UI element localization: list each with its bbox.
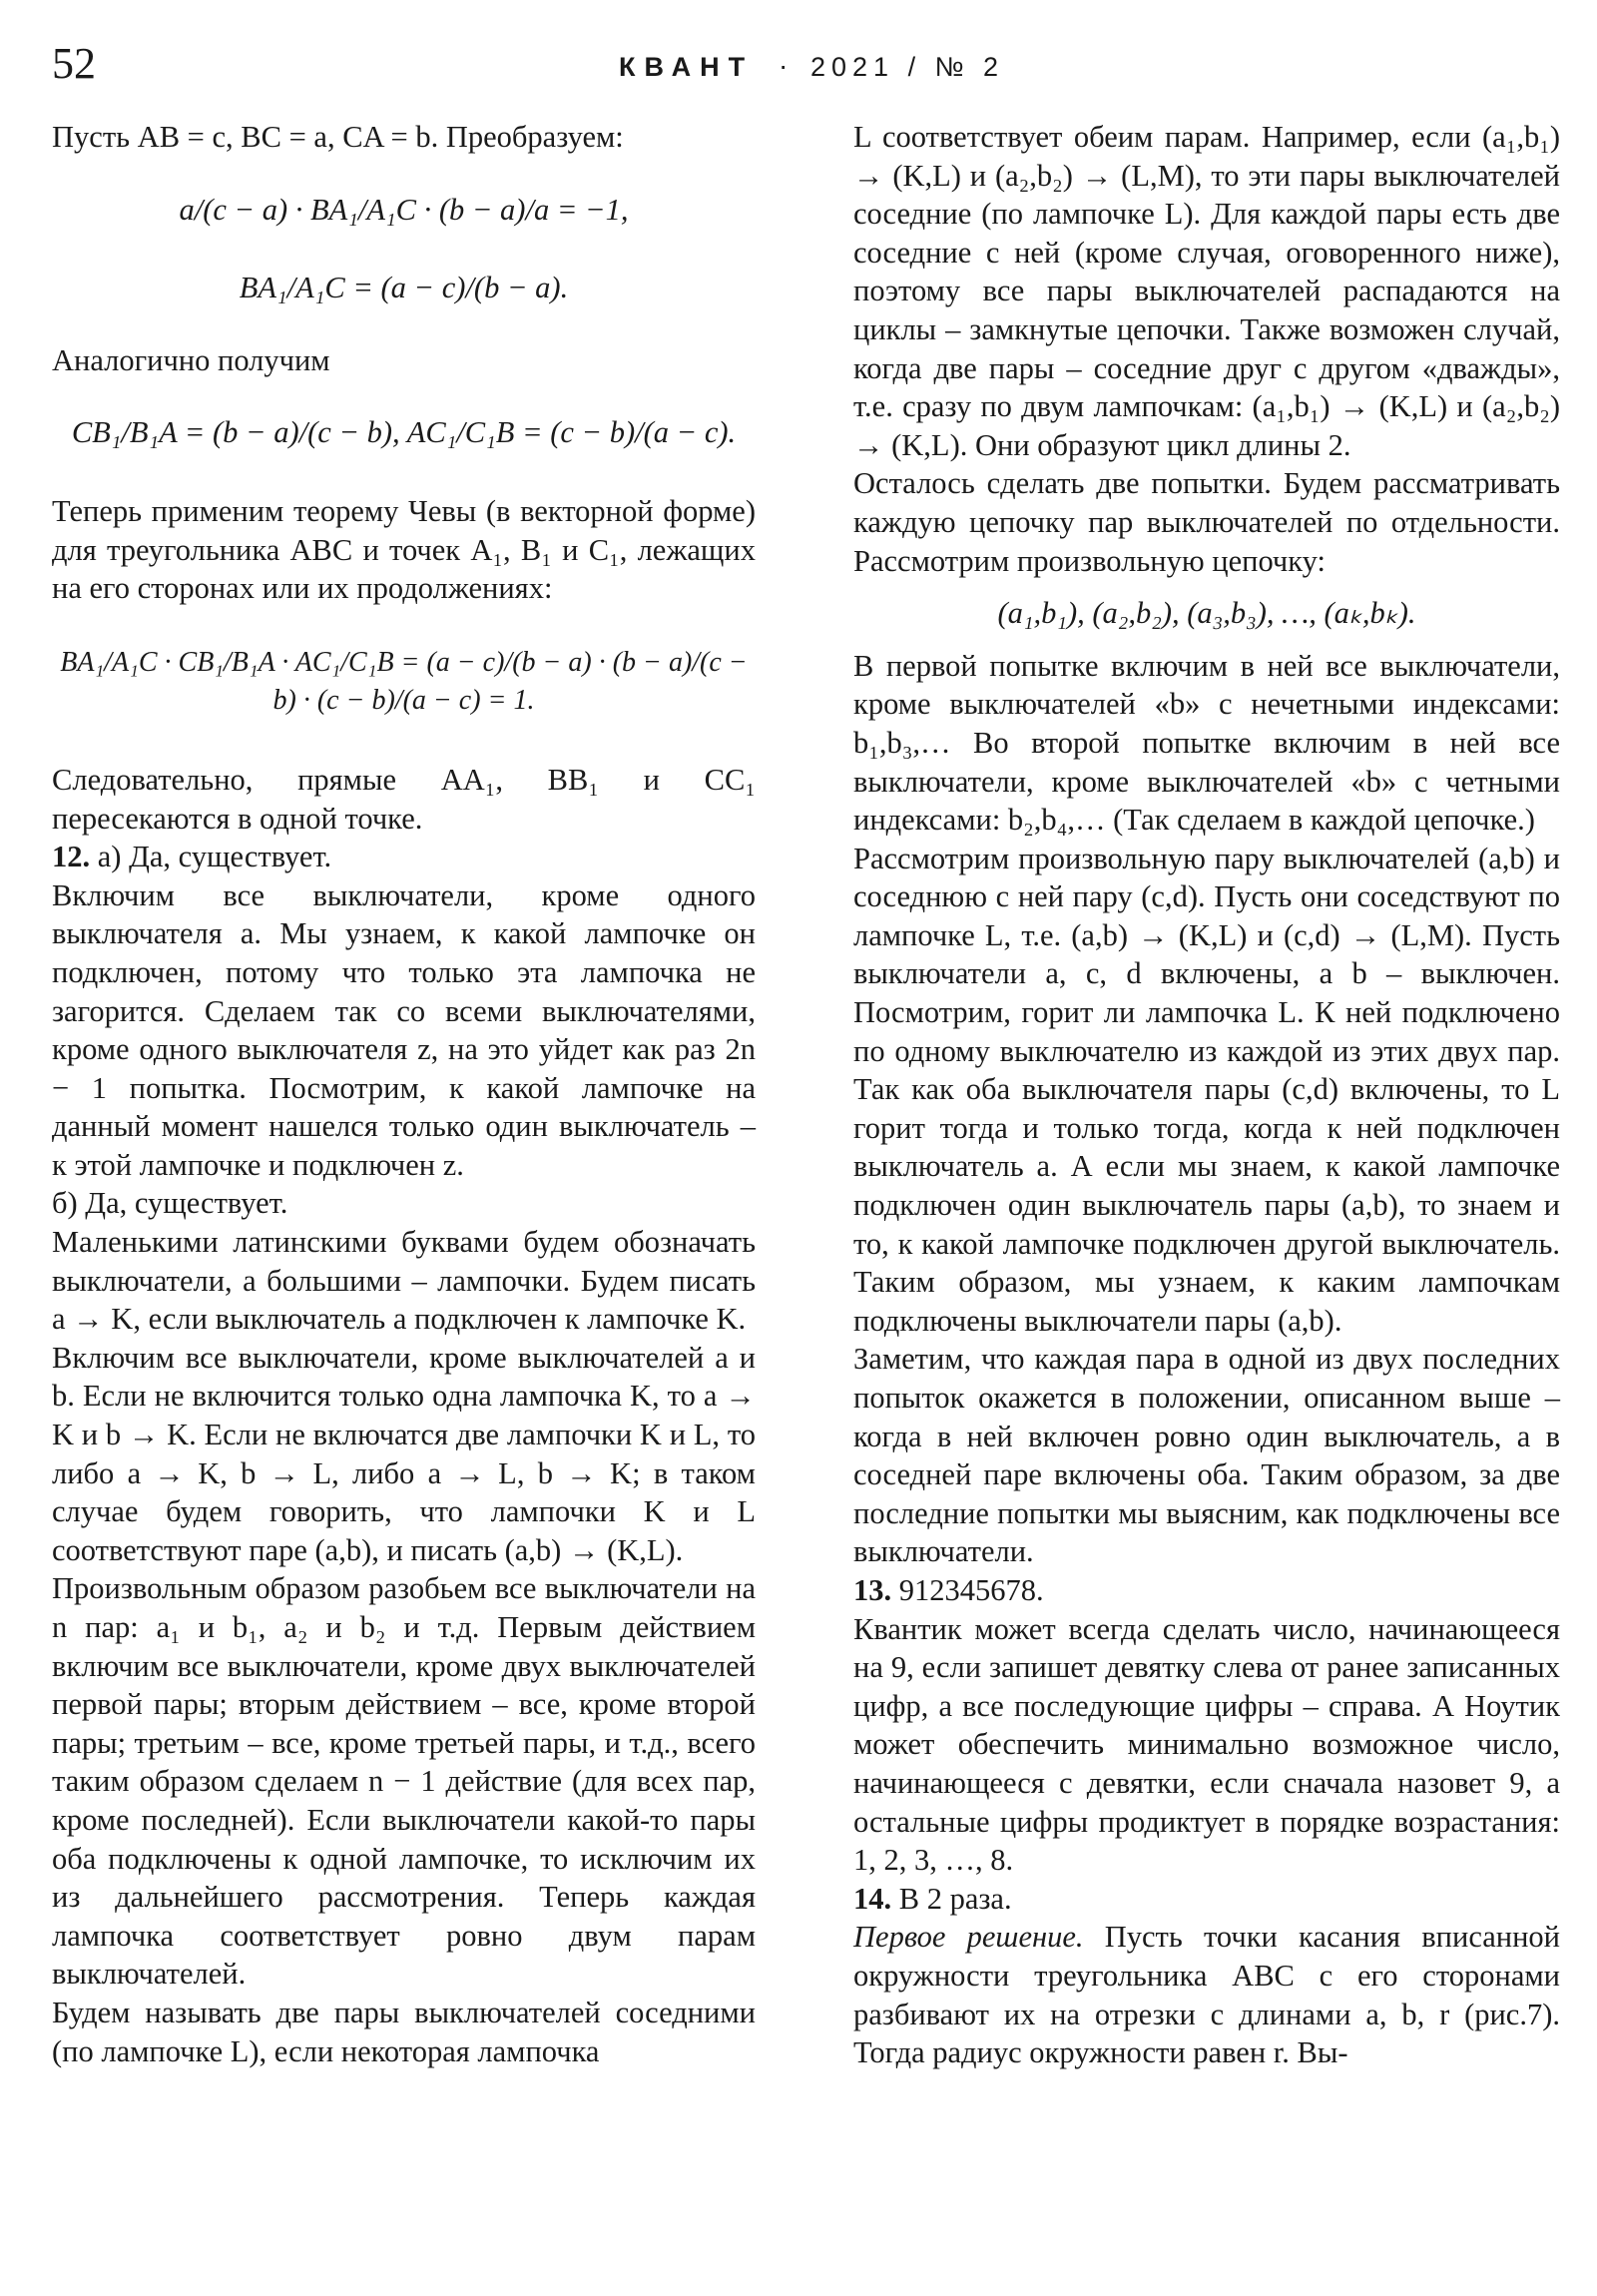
problem-13-header bbox=[853, 1571, 1560, 1610]
right-text-4: Рассмотрим произвольную пару выключателей (a,b) и соседнюю с ней пару (c,d). Пусть они соседствуют по лампочке L, т.е. (a,b) → (K,L) и (c,d) → (L,M). Пусть выключатели a, c, d включены, а b – выключен. Посмотрим, горит ли лампочка L. К ней подключено по одному выключателю из каждой из этих двух пар. Так как оба выключателя пары (c,d) включены, то L горит тогда и только тогда, когда к ней подключен выключатель a. А если мы знаем, к какой лампочке подключен один выключатель пары (a,b), то знаем и то, к какой лампочке подключен другой выключатель. Таким образом, мы узнаем, к каким лампочкам подключены выключатели пары (a,b). bbox=[853, 841, 1560, 1338]
problem-14-label: Первое решение. bbox=[853, 1920, 1084, 1955]
conclusion-text: Следовательно, прямые AA₁, BB₁ и CC₁ пересекаются в одной точке. bbox=[52, 762, 756, 836]
problem-14-header bbox=[853, 1880, 1560, 1919]
equation-2: BA₁/A₁C = (a − c)/(b − a). bbox=[239, 271, 569, 305]
analog-text: Аналогично получим bbox=[52, 342, 330, 377]
equation-4: BA₁/A₁C · CB₁/B₁A · AC₁/C₁B = (a − c)/(b − a) · (b − a)/(c − b) · (c − b)/(a − c) = 1. bbox=[60, 646, 748, 717]
problem-12b-answer: б) Да, существует. bbox=[52, 1186, 288, 1221]
problem-12b-text-1: Маленькими латинскими буквами будем обозначать выключатели, а большими – лампочки. Будем писать a → K, если выключатель a подключен к лампочке K. bbox=[52, 1225, 756, 1337]
problem-12a-header bbox=[52, 838, 756, 876]
problem-14-answer: В 2 раза. bbox=[898, 1881, 1012, 1916]
right-text-5: Заметим, что каждая пара в одной из двух последних попыток окажется в положении, описанном выше – когда в ней включен ровно один выключатель, а в соседней паре включены оба. Таким образом, за две последние попытки мы выясним, как подключены все выключатели. bbox=[853, 1342, 1560, 1569]
left-column bbox=[52, 118, 756, 2070]
problem-13-answer: 912345678. bbox=[898, 1572, 1044, 1607]
problem-13-text: Квантик может всегда сделать число, начинающееся на 9, если запишет девятку слева от ранее записанных цифр, а все последующие цифры – справа. А Ноутик может обеспечить минимально возможное число, начинающееся с девятки, если сначала назовет 9, а остальные цифры продиктует в порядке возрастания: 1, 2, 3, …, 8. bbox=[853, 1611, 1560, 1878]
right-text-1: L соответствует обеим парам. Например, если (a₁,b₁) → (K,L) и (a₂,b₂) → (L,M), то эти пары выключателей соседние (по лампочке L). Для каждой пары есть две соседние с ней (кроме случая, оговоренного ниже), поэтому все пары выключателей распадаются на циклы – замкнутые цепочки. Также возможен случай, когда две пары – соседние друг с другом «дважды», т.е. сразу по двум лампочкам: (a₁,b₁) → (K,L) и (a₂,b₂) → (K,L). Они образуют цикл длины 2. bbox=[853, 120, 1560, 462]
problem-14-number: 14. bbox=[853, 1881, 892, 1916]
problem-13-number: 13. bbox=[853, 1572, 892, 1607]
problem-12-number: 12. bbox=[52, 840, 91, 874]
issue-label: 2021 / № 2 bbox=[810, 52, 1005, 82]
problem-12b-text-4: Будем называть две пары выключателей соседними (по лампочке L), если некоторая лампочка bbox=[52, 1995, 756, 2068]
problem-14-text bbox=[853, 1918, 1560, 2071]
problem-12b-text-2: Включим все выключатели, кроме выключателей a и b. Если не включится только одна лампочка K, то a → K и b → K. Если не включатся две лампочки K и L, то либо a → K, b → L, либо a → L, b → K; в таком случае будем говорить, что лампочки K и L соответствуют паре (a,b), и писать (a,b) → (K,L). bbox=[52, 1340, 756, 1567]
problem-12a-text: Включим все выключатели, кроме одного выключателя a. Мы узнаем, к какой лампочке он подключен, потому что только эта лампочка не загорится. Сделаем так со всеми выключателями, кроме одного выключателя z, на это уйдет как раз 2n − 1 попытка. Посмотрим, к какой лампочке на данный момент нашелся только один выключатель – к этой лампочке и подключен z. bbox=[52, 877, 756, 1182]
equation-1: a/(c − a) · BA₁/A₁C · (b − a)/a = −1, bbox=[179, 192, 629, 227]
equation-3: CB₁/B₁A = (b − a)/(c − b), AC₁/C₁B = (c − b)/(a − c). bbox=[71, 415, 737, 450]
page-number: 52 bbox=[52, 39, 96, 88]
problem-14-body: Пусть точки касания вписанной окружности треугольника ABC с его сторонами разбивают их на отрезки с длинами a, b, r (рис.7). Тогда радиус окружности равен r. Вы- bbox=[853, 1920, 1560, 2070]
header-separator: · bbox=[779, 50, 789, 81]
problem-12b-text-3: Произвольным образом разобьем все выключатели на n пар: a₁ и b₁, a₂ и b₂ и т.д. Первым действием включим все выключатели, кроме двух выключателей первой пары; вторым действием – все, кроме второй пары; третьим – все, кроме третьей пары, и т.д., всего таким образом сделаем n − 1 действие (для всех пар, кроме последней). Если выключатели какой-то пары оба подключены к одной лампочке, то исключим их из дальнейшего рассмотрения. Теперь каждая лампочка соответствует ровно двум парам выключателей. bbox=[52, 1571, 756, 1992]
chain-formula: (a₁,b₁), (a₂,b₂), (a₃,b₃), …, (aₖ,bₖ). bbox=[997, 596, 1416, 631]
right-text-3: В первой попытке включим в ней все выключатели, кроме выключателей «b» с нечетными индексами: b₁,b₃,… Во второй попытке включим в ней все выключатели, кроме выключателей «b» с четными индексами: b₂,b₄,… (Так сделаем в каждой цепочке.) bbox=[853, 648, 1560, 838]
problem-12a-answer: а) Да, существует. bbox=[97, 840, 332, 874]
right-column bbox=[853, 118, 1560, 2072]
right-text-2: Осталось сделать две попытки. Будем рассматривать каждую цепочку пар выключателей по отдельности. Рассмотрим произвольную цепочку: bbox=[853, 466, 1560, 578]
journal-title: КВАНТ bbox=[619, 52, 755, 82]
intro-text: Пусть AB = c, BC = a, CA = b. Преобразуем: bbox=[52, 120, 624, 154]
ceva-text: Теперь применим теорему Чевы (в векторной форме) для треугольника ABC и точек A₁, B₁ и C₁, лежащих на его сторонах или их продолжениях: bbox=[52, 493, 756, 606]
